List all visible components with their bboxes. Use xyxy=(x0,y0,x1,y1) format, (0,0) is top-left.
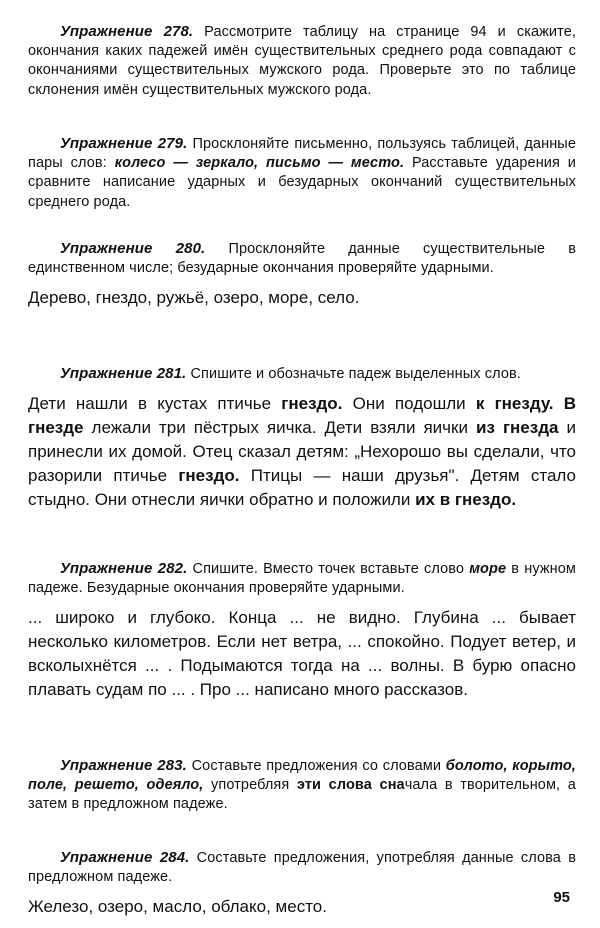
exercise-280-text: Просклоняйте данные существительные в единственном числе; безударные окончания проверяйте ударными. xyxy=(28,241,576,277)
exercise-279-task xyxy=(28,134,576,212)
exercise-282-text-b: в нужном падеже. Безударные окончания проверяйте ударными. xyxy=(28,561,576,597)
exercise-283-bold: эти слова сна xyxy=(296,777,405,794)
exercise-281-passage xyxy=(28,392,576,512)
exercise-280-words: Дерево, гнездо, ружьё, озеро, море, село. xyxy=(28,288,360,308)
passage-part-3: лежали три пёстрых яичка. Дети взяли яички xyxy=(91,418,468,438)
exercise-283 xyxy=(28,756,576,838)
exercise-283-text-c: чала в творительном, а затем в предложном падеже. xyxy=(28,777,576,813)
highlighted-word-5: их в гнездо. xyxy=(415,490,517,510)
exercise-280 xyxy=(28,239,576,354)
exercise-281 xyxy=(28,364,576,549)
exercise-282 xyxy=(28,559,576,744)
passage-part-4: и принесли их домой. Отец сказал детям: „Нехорошо вы сделали, что разорили птичье xyxy=(28,418,576,486)
exercise-284-task xyxy=(28,848,576,887)
passage-part-2: Они подошли xyxy=(352,394,466,414)
exercise-279-text-a: Просклоняйте письменно, пользуясь таблицей, данные пары слов: xyxy=(28,136,576,172)
textbook-page xyxy=(28,22,576,928)
exercise-282-text-a: Спишите. Вместо точек вставьте слово xyxy=(192,561,465,577)
exercise-283-text-a: Составьте предложения со словами xyxy=(191,758,442,774)
exercise-283-title: Упражнение 283. xyxy=(60,757,187,774)
passage-part-5: Птицы — наши друзья". Детям стало стыдно. Они отнесли яички обратно и положили xyxy=(28,466,576,510)
exercise-279-title: Упражнение 279. xyxy=(60,135,188,152)
exercise-282-title: Упражнение 282. xyxy=(60,560,188,577)
exercise-281-title: Упражнение 281. xyxy=(60,365,187,382)
highlighted-word-1: гнездо. xyxy=(281,394,343,414)
exercise-278 xyxy=(28,22,576,124)
exercise-283-task xyxy=(28,756,576,815)
exercise-284 xyxy=(28,848,576,918)
exercise-278-text: Рассмотрите таблицу на странице 94 и скажите, окончания каких падежей имён существительных среднего рода совпадают с окончаниями существительных мужского рода. Проверьте это по таблице склонения имён существительных мужского рода. xyxy=(28,24,576,98)
exercise-284-title: Упражнение 284. xyxy=(60,849,190,866)
exercise-280-task xyxy=(28,239,576,278)
exercise-279 xyxy=(28,134,576,229)
exercise-283-text-b: употребляя xyxy=(211,777,290,794)
page-number: 95 xyxy=(553,889,570,906)
highlighted-word-2: к гнезду. В гнезде xyxy=(28,394,576,438)
exercise-284-text: Составьте предложения, употребляя данные слова в предложном падеже. xyxy=(28,850,576,886)
exercise-278-title: Упражнение 278. xyxy=(60,23,194,40)
exercise-281-task xyxy=(28,364,576,384)
highlighted-word-4: гнездо. xyxy=(178,466,240,486)
exercise-284-words: Железо, озеро, масло, облако, место. xyxy=(28,897,327,917)
exercise-279-words: колесо — зеркало, письмо — место. xyxy=(114,155,405,172)
exercise-283-words: болото, корыто, поле, решето, одеяло, xyxy=(28,758,577,794)
exercise-282-word: море xyxy=(469,561,507,577)
exercise-282-passage: ... широко и глубоко. Конца ... не видно. Глубина ... бывает несколько километров. Если нет ветра, ... спокойно. Подует ветер, и всколыхнётся ... . Подымаются тогда на ... волны. В бурю опасно плавать судам по ... . Про ... написано много рассказов. xyxy=(28,608,576,700)
exercise-278-task xyxy=(28,22,576,100)
passage-part-1: Дети нашли в кустах птичье xyxy=(28,394,272,414)
exercise-281-text: Спишите и обозначьте падеж выделенных слов. xyxy=(190,366,521,382)
highlighted-word-3: из гнезда xyxy=(476,418,559,438)
exercise-279-text-b: Расставьте ударения и сравните написание ударных и безударных окончаний существительных среднего рода. xyxy=(28,155,577,210)
exercise-280-title: Упражнение 280. xyxy=(60,240,206,257)
exercise-282-task xyxy=(28,559,576,598)
